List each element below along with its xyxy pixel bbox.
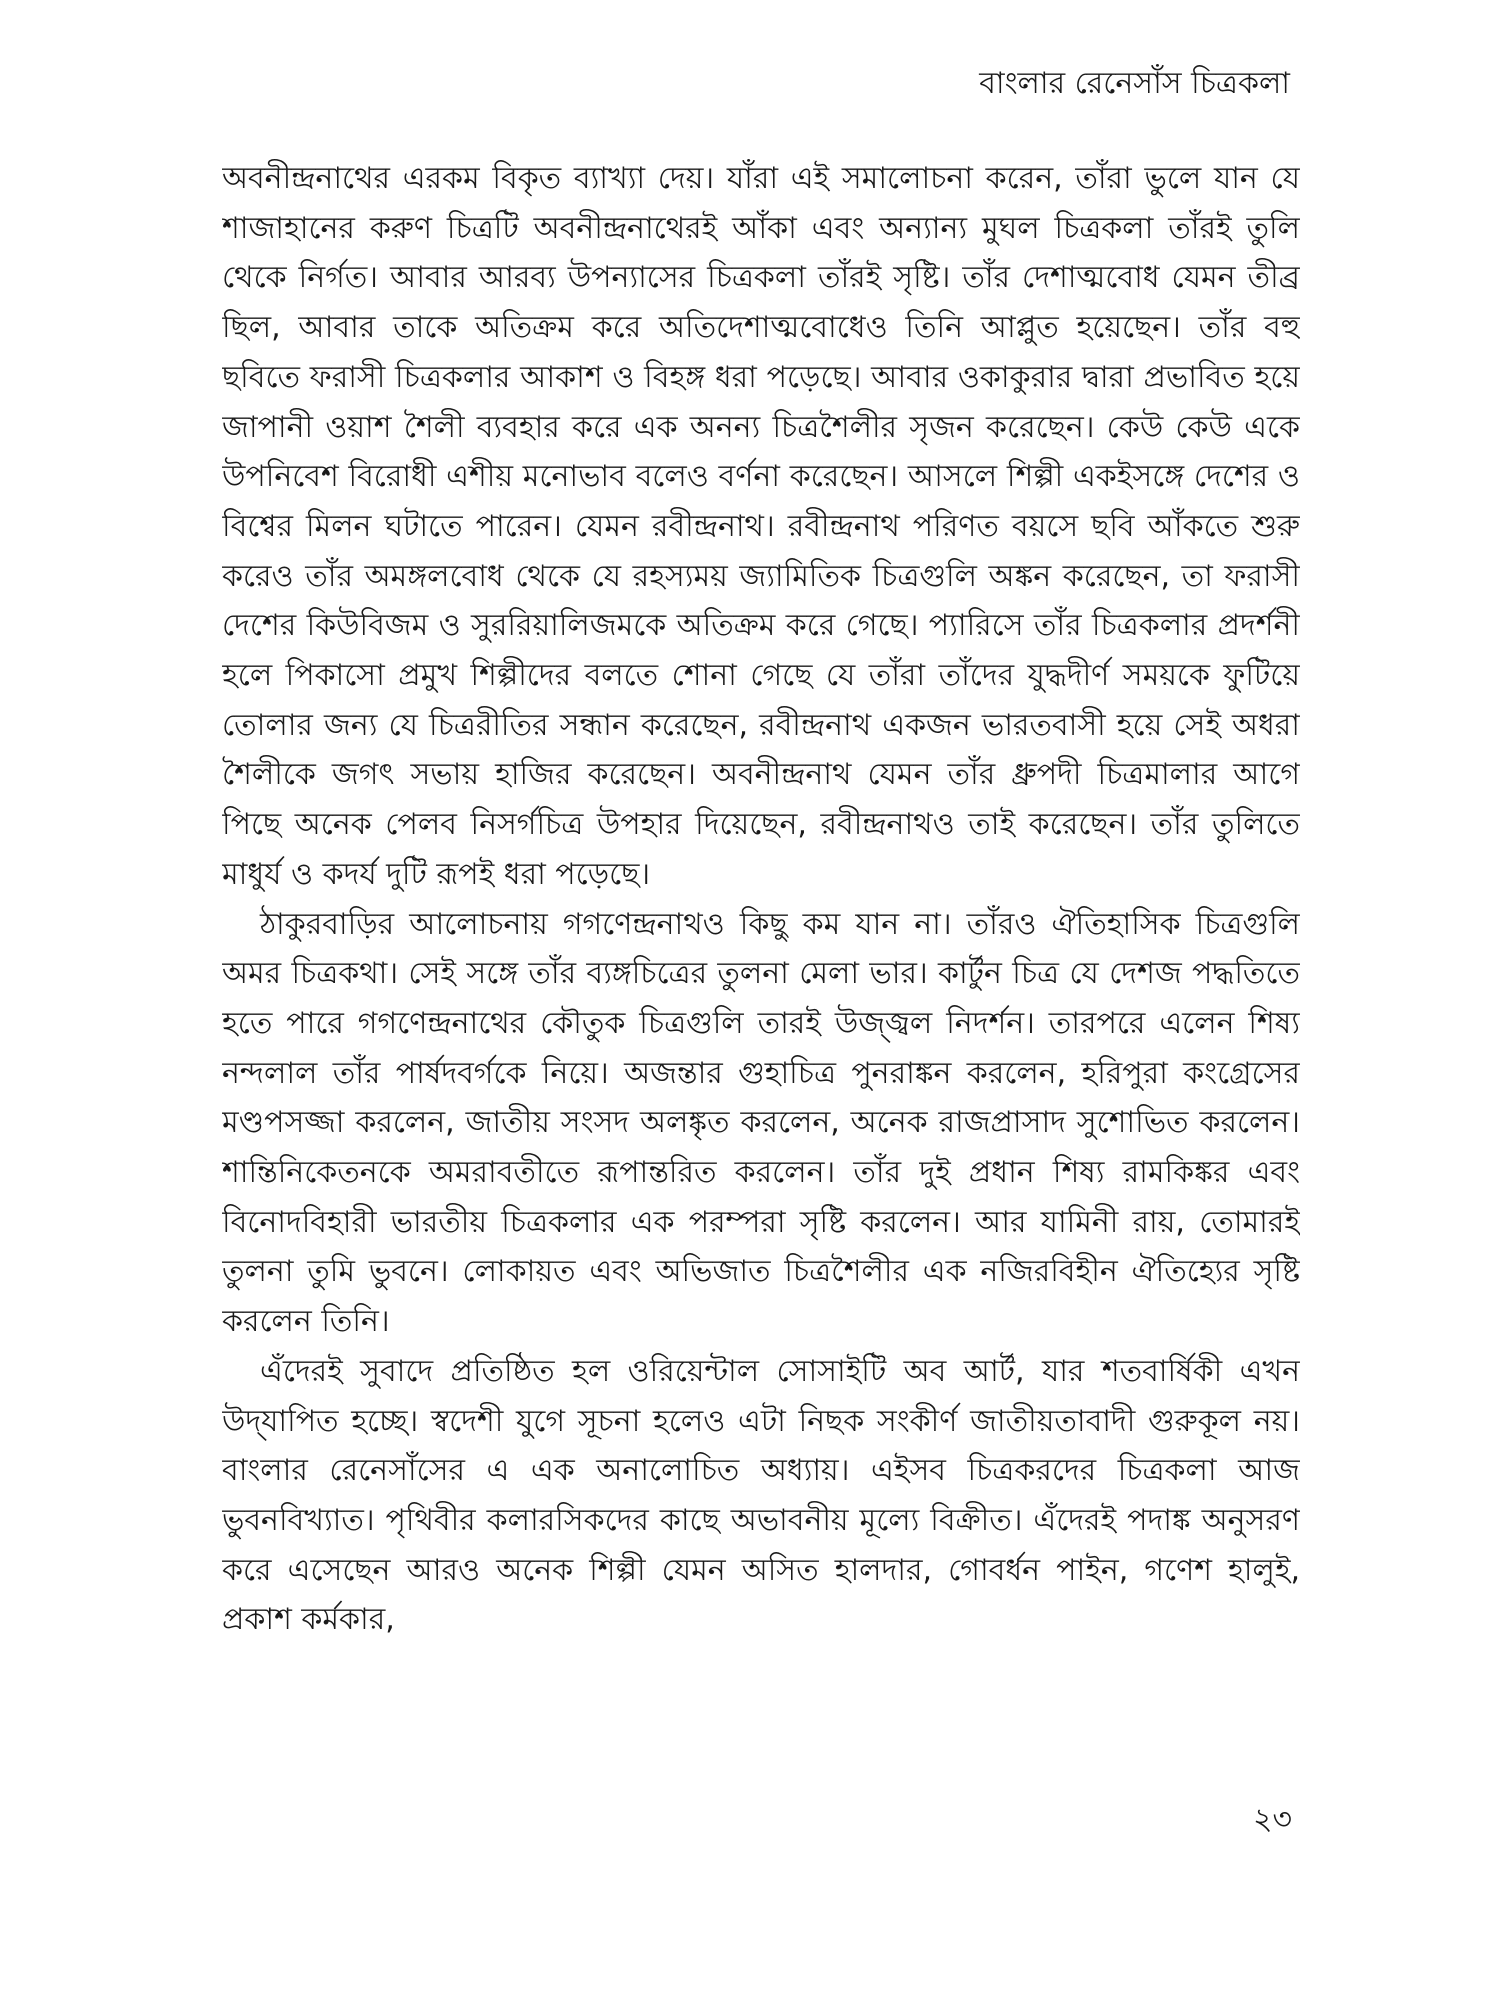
paragraph: এঁদেরই সুবাদে প্রতিষ্ঠিত হল ওরিয়েন্টাল সোসাইটি অব আর্ট, যার শতবার্ষিকী এখন উদ্‌যাপিত হচ্ছে। স্বদেশী যুগে সূচনা হলেও এটা নিছক সংকীর্ণ জাতীয়তাবাদী গুরুকূল নয়। বাংলার রেনেসাঁসের এ এক অনালোচিত অধ্যায়। এইসব চিত্রকরদের চিত্রকলা আজ ভুবনবিখ্যাত। পৃথিবীর কলারসিকদের কাছে অভাবনীয় মূল্যে বিক্রীত। এঁদেরই পদাঙ্ক অনুসরণ করে এসেছেন আরও অনেক শিল্পী যেমন অসিত হালদার, গোবর্ধন পাইন, গণেশ হালুই, প্রকাশ কর্মকার, [222, 1353, 1300, 1638]
body-text [222, 154, 1300, 1742]
page-number: ২৩ [1252, 1802, 1292, 1837]
paragraph: অবনীন্দ্রনাথের এরকম বিকৃত ব্যাখ্যা দেয়। যাঁরা এই সমালোচনা করেন, তাঁরা ভুলে যান যে শাজাহানের করুণ চিত্রটি অবনীন্দ্রনাথেরই আঁকা এবং অন্যান্য মুঘল চিত্রকলা তাঁরই তুলি থেকে নির্গত। আবার আরব্য উপন্যাসের চিত্রকলা তাঁরই সৃষ্টি। তাঁর দেশাত্মবোধ যেমন তীব্র ছিল, আবার তাকে অতিক্রম করে অতিদেশাত্মবোধেও তিনি আপ্লুত হয়েছেন। তাঁর বহু ছবিতে ফরাসী চিত্রকলার আকাশ ও বিহঙ্গ ধরা পড়েছে। আবার ওকাকুরার দ্বারা প্রভাবিত হয়ে জাপানী ওয়াশ শৈলী ব্যবহার করে এক অনন্য চিত্রশৈলীর সৃজন করেছেন। কেউ কেউ একে উপনিবেশ বিরোধী এশীয় মনোভাব বলেও বর্ণনা করেছেন। আসলে শিল্পী একইসঙ্গে দেশের ও বিশ্বের মিলন ঘটাতে পারেন। যেমন রবীন্দ্রনাথ। রবীন্দ্রনাথ পরিণত বয়সে ছবি আঁকতে শুরু করেও তাঁর অমঙ্গলবোধ থেকে যে রহস্যময় জ্যামিতিক চিত্রগুলি অঙ্কন করেছেন, তা ফরাসী দেশের কিউবিজম ও সুররিয়ালিজমকে অতিক্রম করে গেছে। প্যারিসে তাঁর চিত্রকলার প্রদর্শনী হলে পিকাসো প্রমুখ শিল্পীদের বলতে শোনা গেছে যে তাঁরা তাঁদের যুদ্ধদীর্ণ সময়কে ফুটিয়ে তোলার জন্য যে চিত্ররীতির সন্ধান করেছেন, রবীন্দ্রনাথ একজন ভারতবাসী হয়ে সেই অধরা শৈলীকে জগৎ সভায় হাজির করেছেন। অবনীন্দ্রনাথ যেমন তাঁর ধ্রুপদী চিত্রমালার আগে পিছে অনেক পেলব নিসর্গচিত্র উপহার দিয়েছেন, রবীন্দ্রনাথও তাই করেছেন। তাঁর তুলিতে মাধুর্য ও কদর্য দুটি রূপই ধরা পড়েছে। [222, 161, 1300, 892]
paragraph: ঠাকুরবাড়ির আলোচনায় গগণেন্দ্রনাথও কিছু কম যান না। তাঁরও ঐতিহাসিক চিত্রগুলি অমর চিত্রকথা। সেই সঙ্গে তাঁর ব্যঙ্গচিত্রের তুলনা মেলা ভার। কার্টুন চিত্র যে দেশজ পদ্ধতিতে হতে পারে গগণেন্দ্রনাথের কৌতুক চিত্রগুলি তারই উজ্জ্বল নিদর্শন। তারপরে এলেন শিষ্য নন্দলাল তাঁর পার্ষদবর্গকে নিয়ে। অজন্তার গুহাচিত্র পুনরাঙ্কন করলেন, হরিপুরা কংগ্রেসের মণ্ডপসজ্জা করলেন, জাতীয় সংসদ অলঙ্কৃত করলেন, অনেক রাজপ্রাসাদ সুশোভিত করলেন। শান্তিনিকেতনকে অমরাবতীতে রূপান্তরিত করলেন। তাঁর দুই প্রধান শিষ্য রামকিঙ্কর এবং বিনোদবিহারী ভারতীয় চিত্রকলার এক পরম্পরা সৃষ্টি করলেন। আর যামিনী রায়, তোমারই তুলনা তুমি ভুবনে। লোকায়ত এবং অভিজাত চিত্রশৈলীর এক নজিরবিহীন ঐতিহ্যের সৃষ্টি করলেন তিনি। [222, 906, 1300, 1340]
running-header: বাংলার রেনেসাঁস চিত্রকলা [979, 66, 1290, 101]
